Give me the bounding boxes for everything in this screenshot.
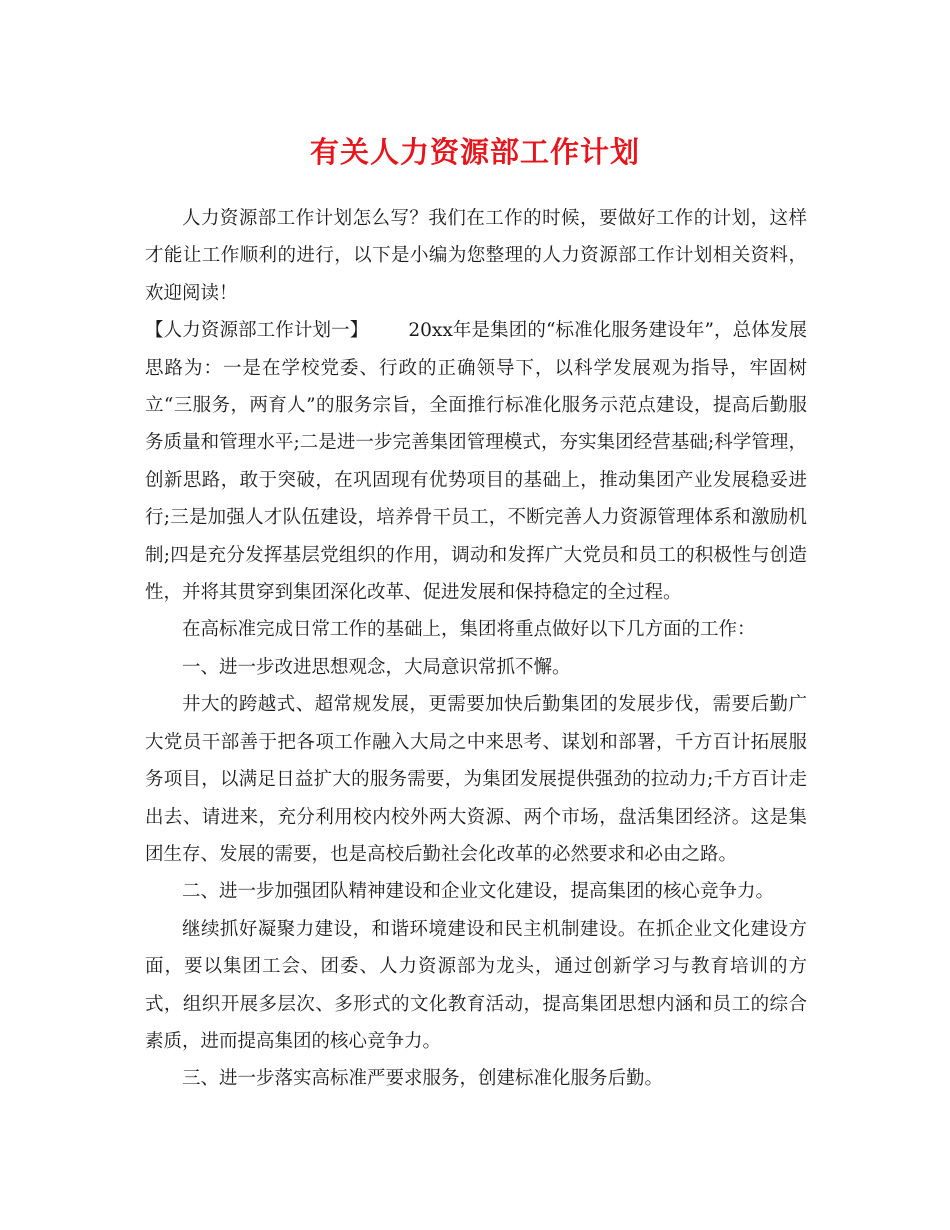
paragraph-point-one-heading: 一、进一步改进思想观念，大局意识常抓不懈。 — [182, 656, 571, 678]
paragraph-point-two-body: 继续抓好凝聚力建设，和谐环境建设和民主机制建设。在抓企业文化建设方面，要以集团工会、团委、人力资源部为龙头，通过创新学习与教育培训的方式，组织开展多层次、多形式的文化教育活动，提高集团思想内涵和员工的综合素质，进而提高集团的核心竞争力。 — [145, 918, 807, 1052]
document-title: 有关人力资源部工作计划 — [309, 135, 640, 169]
paragraph-point-one-body: 井大的跨越式、超常规发展，更需要加快后勤集团的发展步伐，需要后勤广大党员干部善于把各项工作融入大局之中来思考、谋划和部署，千方百计拓展服务项目，以满足日益扩大的服务需要，为集团发展提供强劲的拉动力;千方百计走出去、请进来，充分利用校内校外两大资源、两个市场，盘活集团经济。这是集团生存、发展的需要，也是高校后勤社会化改革的必然要求和必由之路。 — [145, 694, 807, 865]
section-paragraph — [145, 312, 807, 611]
paragraph-focus-intro: 在高标准完成日常工作的基础上，集团将重点做好以下几方面的工作： — [182, 619, 756, 641]
section-text: 20xx年是集团的“标准化服务建设年”，总体发展思路为：一是在学校党委、行政的正确领导下，以科学发展观为指导，牢固树立“三服务，两育人”的服务宗旨，全面推行标准化服务示范点建设，提高后勤服务质量和管理水平;二是进一步完善集团管理模式，夯实集团经营基础;科学管理，创新思路，敢于突破，在巩固现有优势项目的基础上，推动集团产业发展稳妥进行;三是加强人才队伍建设，培养骨干员工，不断完善人力资源管理体系和激励机制;四是充分发挥基层党组织的作用，调动和发挥广大党员和员工的积极性与创造性，并将其贯穿到集团深化改革、促进发展和保持稳定的全过程。 — [145, 320, 807, 604]
document-body — [145, 200, 807, 1098]
paragraph-point-two-heading: 二、进一步加强团队精神建设和企业文化建设，提高集团的核心竞争力。 — [182, 881, 775, 903]
paragraph-point-three-heading: 三、进一步落实高标准严要求服务，创建标准化服务后勤。 — [182, 1068, 664, 1090]
intro-paragraph: 人力资源部工作计划怎么写？我们在工作的时候，要做好工作的计划，这样才能让工作顺利的进行，以下是小编为您整理的人力资源部工作计划相关资料，欢迎阅读！ — [145, 208, 807, 304]
section-heading: 【人力资源部工作计划一】 — [145, 320, 369, 342]
